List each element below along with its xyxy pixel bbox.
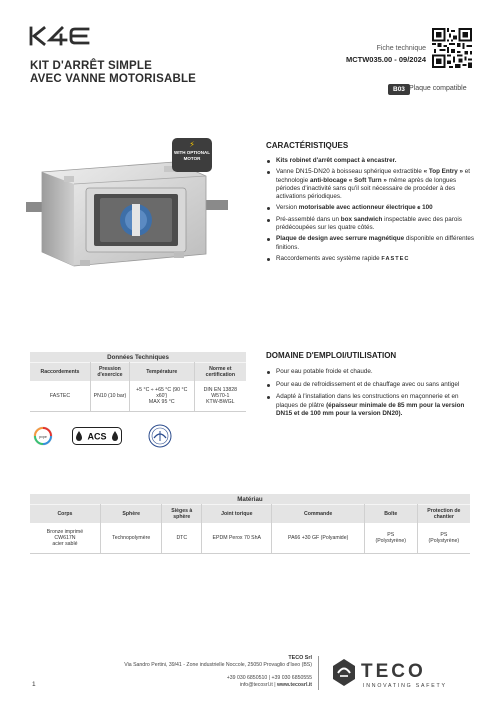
list-item: Plaque de design avec serrure magnétique disponible en différentes finitions. xyxy=(266,235,476,251)
material-table xyxy=(30,494,470,554)
list-item: Pour eau de refroidissement et de chauffage avec ou sans antigel xyxy=(266,381,478,389)
motor-tag-line-2: MOTOR xyxy=(183,155,201,161)
column-header: Joint torique xyxy=(202,505,272,524)
column-header: Température xyxy=(129,363,194,382)
qr-code[interactable] xyxy=(432,28,472,68)
list-item: Pour eau potable froide et chaude. xyxy=(266,368,478,376)
table-cell: Technopolymère xyxy=(100,523,162,554)
column-header: Sièges à sphère xyxy=(162,505,202,524)
datasheet-label: Fiche technique xyxy=(376,45,426,52)
material-table-caption: Matériau xyxy=(30,494,470,505)
table-cell: PA66 +30 GF (Polyamide) xyxy=(272,523,364,554)
title-line-2: AVEC VANNE MOTORISABLE xyxy=(30,73,197,85)
table-cell: PN10 (10 bar) xyxy=(90,381,129,412)
title-line-1: KIT D'ARRÊT SIMPLE xyxy=(30,60,152,72)
table-cell: EPDM Perox 70 ShA xyxy=(202,523,272,554)
footer-divider xyxy=(318,656,319,690)
tech-data-table xyxy=(30,352,246,412)
svg-text:ACS: ACS xyxy=(87,431,107,442)
table-cell: PS (Polystyrène) xyxy=(364,523,417,554)
table-cell: +5 °C ÷ +65 °C (90 °C x60') MAX 95 °C xyxy=(129,381,194,412)
table-cell: Bronze imprimé CW617N acier sablé xyxy=(30,523,100,554)
table-cell: FASTEC xyxy=(30,381,90,412)
page-number: 1 xyxy=(32,681,36,688)
svg-text:pvpe: pvpe xyxy=(39,435,47,439)
column-header: Raccordements xyxy=(30,363,90,382)
k4e-logo xyxy=(28,26,92,46)
footer-contacts: info@tecosrl.it | www.tecosrl.it xyxy=(239,682,312,688)
dvgw-cert-icon xyxy=(148,424,172,448)
features-section xyxy=(266,141,476,266)
list-item: Vanne DN15-DN20 à boisseau sphérique extractible « Top Entry » et technologie anti-blocage « Soft Turn » même après de longues périodes d'inactivité sans qu'il soit nécessaire de procéder à des activations périodiques. xyxy=(266,168,476,201)
uses-list xyxy=(266,368,478,418)
motor-tag-line-1: WITH OPTIONAL xyxy=(174,150,210,155)
table-cell: DIN EN 13828 W570-1 KTW-BWGL xyxy=(194,381,246,412)
lightning-icon: ⚡ xyxy=(189,140,195,149)
optional-motor-tag xyxy=(172,138,212,172)
page-title xyxy=(30,60,196,86)
uses-section xyxy=(266,351,478,423)
list-item: Adapté à l'installation dans les constructions en maçonnerie et en plaques de plâtre (épaisseur minimale de 85 mm pour la version DN15 et de 100 mm pour la version DN20). xyxy=(266,393,478,418)
column-header: Protection de chantier xyxy=(417,505,470,524)
table-cell: DTC xyxy=(162,523,202,554)
list-item: Kits robinet d'arrêt compact à encastrer. xyxy=(266,157,476,165)
footer-email-link[interactable]: info@tecosrl.it xyxy=(239,682,273,688)
plate-badge: B03 xyxy=(388,84,410,95)
footer-company: TECO Srl xyxy=(288,655,312,661)
table-row xyxy=(30,523,470,554)
uses-heading: DOMAINE D'EMPLOI/UTILISATION xyxy=(266,351,397,360)
list-item: Version motorisable avec actionneur électrique ⲉ 100 xyxy=(266,204,476,212)
acs-cert-icon xyxy=(72,427,122,445)
plate-compatible-label: Plaque compatible xyxy=(409,85,467,92)
svg-text:INNOVATING SAFETY: INNOVATING SAFETY xyxy=(363,683,447,689)
column-header: Pression d'exercice xyxy=(90,363,129,382)
column-header: Commande xyxy=(272,505,364,524)
column-header: Corps xyxy=(30,505,100,524)
svg-text:TECO: TECO xyxy=(361,661,426,682)
table-cell: PS (Polystyrène) xyxy=(417,523,470,554)
list-item: Pré-assemblé dans un box sandwich inspectable avec des parois prédécoupées sur les quatre côtés. xyxy=(266,216,476,232)
features-list xyxy=(266,157,476,263)
tech-table-caption: Données Techniques xyxy=(30,352,246,363)
footer-phones: +39 030 6850510 | +39 030 6850555 xyxy=(226,675,312,681)
footer-website-link[interactable]: www.tecosrl.it xyxy=(277,682,312,688)
teco-logo xyxy=(330,656,470,690)
datasheet-code: MCTW035.00 - 09/2024 xyxy=(345,55,426,64)
features-heading: CARACTÉRISTIQUES xyxy=(266,141,349,150)
table-row xyxy=(30,381,246,412)
list-item: Raccordements avec système rapide FASTEC xyxy=(266,255,476,263)
column-header: Sphère xyxy=(100,505,162,524)
column-header: Norme et certification xyxy=(194,363,246,382)
pvpe-cert-icon xyxy=(33,426,53,446)
e-logo-icon: ⲉ xyxy=(417,204,423,212)
column-header: Boîte xyxy=(364,505,417,524)
footer-address: Via Sandro Pertini, 39/41 - Zone industrielle Noccole, 25050 Provaglio d'Iseo (BS) xyxy=(124,662,312,668)
